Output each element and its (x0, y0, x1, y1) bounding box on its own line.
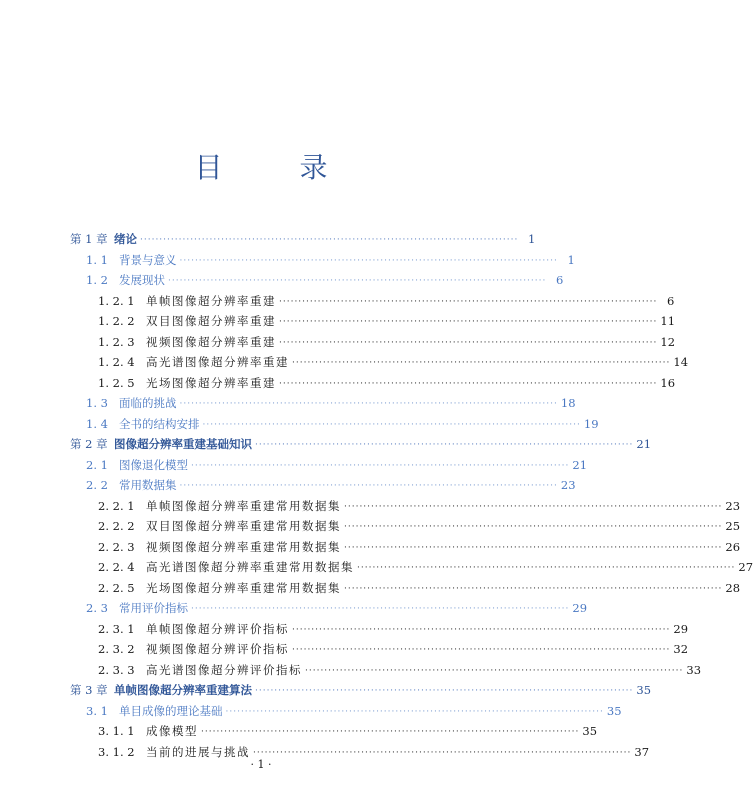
toc-entry-number: 1. 2. 4 (98, 355, 135, 369)
toc-entry-title: 当前的进展与挑战 (146, 744, 250, 759)
toc-entry-chapter[interactable] (70, 680, 652, 698)
toc-entry-section[interactable] (86, 475, 576, 493)
dot-leader: ·································································································· (292, 645, 671, 655)
toc-entry-page-number: 28 (725, 580, 741, 595)
toc-entry-title: 双目图像超分辨率重建 (146, 314, 276, 328)
toc-entry-page-number: 29 (673, 621, 689, 636)
dot-leader: ·································································································· (255, 440, 634, 450)
toc-entry-number: 1. 2. 3 (98, 334, 135, 349)
toc-entry-sub[interactable] (98, 496, 741, 514)
toc-entry-page-number: 6 (667, 293, 675, 308)
toc-entry-title: 面临的挑战 (119, 396, 177, 410)
dot-leader: ·································································································· (279, 296, 658, 307)
toc-entry-title: 图像超分辨率重建基础知识 (114, 437, 252, 451)
dot-leader: ·································································································· (140, 235, 519, 245)
toc-entry-number: 第 2 章 (70, 437, 108, 451)
toc-entry-section[interactable] (86, 250, 575, 268)
toc-entry-sub[interactable] (98, 373, 676, 391)
toc-entry-page-number: 19 (583, 416, 599, 431)
toc-entry-number: 2. 2. 4 (98, 560, 135, 574)
toc-entry-page-number: 14 (673, 355, 689, 369)
toc-entry-sub[interactable] (98, 557, 753, 575)
toc-entry-number: 2. 1 (86, 457, 108, 472)
toc-entry-title: 高光谱图像超分辨率重建常用数据集 (146, 560, 354, 574)
toc-entry-number: 2. 3. 3 (98, 662, 135, 677)
toc-entry-page-number: 29 (572, 601, 588, 615)
toc-entry-title: 成像模型 (146, 724, 198, 738)
toc-entry-title: 单帧图像超分辨率重建算法 (114, 683, 252, 697)
toc-entry-title: 光场图像超分辨率重建常用数据集 (146, 580, 341, 595)
toc-entry-title: 单目成像的理论基础 (119, 703, 223, 718)
toc-entry-number: 1. 4 (86, 416, 108, 431)
toc-entry-number: 第 1 章 (70, 232, 108, 246)
toc-entry-number: 2. 3. 1 (98, 621, 135, 636)
toc-entry-sub[interactable] (98, 721, 598, 739)
toc-entry-section[interactable] (86, 414, 599, 432)
toc-entry-number: 1. 3 (86, 396, 108, 410)
toc-entry-page-number: 35 (606, 703, 622, 718)
toc-entry-page-number: 37 (634, 744, 650, 759)
toc-entry-number: 3. 1 (86, 703, 108, 718)
toc-entry-page-number: 12 (660, 334, 676, 349)
toc-entry-page-number: 23 (560, 478, 576, 492)
dot-leader: ·································································································· (202, 419, 581, 430)
dot-leader: ·································································································· (305, 665, 684, 676)
toc-entry-number: 1. 2. 1 (98, 293, 135, 308)
toc-entry-number: 3. 1. 1 (98, 724, 135, 738)
dot-leader: ·································································································· (201, 727, 580, 737)
toc-entry-title: 图像退化模型 (119, 457, 188, 472)
toc-entry-page-number: 26 (725, 539, 741, 554)
toc-entry-number: 2. 2. 5 (98, 580, 135, 595)
toc-entry-section[interactable] (86, 270, 564, 288)
toc-entry-page-number: 33 (686, 662, 702, 677)
toc-entry-page-number: 27 (738, 560, 753, 574)
dot-leader: ·································································································· (357, 563, 736, 573)
toc-entry-page-number: 1 (528, 232, 536, 246)
toc-entry-page-number: 35 (636, 683, 652, 697)
toc-entry-page-number: 25 (725, 519, 741, 533)
toc-entry-sub[interactable] (98, 516, 741, 534)
dot-leader: ·································································································· (279, 378, 658, 389)
toc-entry-title: 双目图像超分辨率重建常用数据集 (146, 519, 341, 533)
toc-entry-title: 视频图像超分辨率重建 (146, 334, 276, 349)
toc-entry-number: 3. 1. 2 (98, 744, 135, 759)
dot-leader: ·································································································· (168, 276, 547, 286)
dot-leader: ·································································································· (225, 706, 604, 717)
dot-leader: ·································································································· (179, 255, 558, 266)
toc-entry-page-number: 35 (582, 724, 598, 738)
toc-entry-number: 1. 1 (86, 252, 108, 267)
dot-leader: ·································································································· (292, 624, 671, 635)
dot-leader: ·································································································· (344, 583, 723, 594)
toc-entry-title: 光场图像超分辨率重建 (146, 375, 276, 390)
toc-entry-title: 背景与意义 (119, 252, 177, 267)
toc-entry-page-number: 18 (560, 396, 576, 410)
toc-entry-number: 2. 2 (86, 478, 108, 492)
dot-leader: ·································································································· (191, 460, 570, 471)
toc-entry-sub[interactable] (98, 660, 702, 678)
toc-entry-title: 常用评价指标 (119, 601, 188, 615)
toc-entry-sub[interactable] (98, 291, 675, 309)
toc-entry-chapter[interactable] (70, 229, 536, 247)
dot-leader: ·································································································· (191, 604, 570, 614)
toc-entry-number: 1. 2. 2 (98, 314, 135, 328)
toc-entry-sub[interactable] (98, 332, 676, 350)
toc-entry-number: 2. 2. 3 (98, 539, 135, 554)
toc-entry-title: 单帧图像超分辨率重建常用数据集 (146, 498, 341, 513)
toc-entry-title: 单帧图像超分辨评价指标 (146, 621, 289, 636)
toc-entry-number: 2. 3. 2 (98, 642, 135, 656)
toc-entry-page-number: 1 (567, 252, 575, 267)
toc-entry-page-number: 11 (660, 314, 676, 328)
toc-entry-title: 单帧图像超分辨率重建 (146, 293, 276, 308)
toc-entry-sub[interactable] (98, 352, 689, 370)
toc-entry-title: 视频图像超分辨评价指标 (146, 642, 289, 656)
toc-entry-section[interactable] (86, 598, 588, 616)
toc-entry-sub[interactable] (98, 311, 676, 329)
dot-leader: ·································································································· (344, 501, 723, 512)
toc-entry-title: 常用数据集 (119, 478, 177, 492)
page-footer-number: · 1 · (250, 758, 272, 771)
dot-leader: ·································································································· (292, 358, 671, 368)
toc-entry-title: 高光谱图像超分辨评价指标 (146, 662, 302, 677)
toc-entry-title: 绪论 (114, 232, 137, 246)
page-title: 目 录 (194, 151, 362, 184)
toc-entry-page-number: 6 (556, 273, 564, 287)
toc-entry-section[interactable] (86, 393, 576, 411)
toc-entry-number: 2. 2. 2 (98, 519, 135, 533)
toc-entry-number: 第 3 章 (70, 683, 108, 697)
toc-entry-title: 高光谱图像超分辨率重建 (146, 355, 289, 369)
dot-leader: ·································································································· (279, 317, 658, 327)
toc-entry-title: 发展现状 (119, 273, 165, 287)
dot-leader: ·································································································· (253, 747, 632, 758)
toc-entry-number: 1. 2 (86, 273, 108, 287)
toc-entry-number: 1. 2. 5 (98, 375, 135, 390)
toc-entry-title: 全书的结构安排 (119, 416, 200, 431)
dot-leader: ·································································································· (255, 686, 634, 696)
toc-entry-sub[interactable] (98, 537, 741, 555)
toc-entry-page-number: 32 (673, 642, 689, 656)
toc-entry-sub[interactable] (98, 742, 650, 760)
dot-leader: ·································································································· (344, 542, 723, 553)
toc-entry-page-number: 23 (725, 498, 741, 513)
dot-leader: ·································································································· (179, 399, 558, 409)
toc-entry-page-number: 16 (660, 375, 676, 390)
toc-entry-title: 视频图像超分辨率重建常用数据集 (146, 539, 341, 554)
toc-entry-section[interactable] (86, 701, 622, 719)
dot-leader: ·································································································· (279, 337, 658, 348)
dot-leader: ·································································································· (344, 522, 723, 532)
toc-entry-section[interactable] (86, 455, 588, 473)
toc-entry-sub[interactable] (98, 639, 689, 657)
toc-entry-number: 2. 3 (86, 601, 108, 615)
toc-entry-sub[interactable] (98, 619, 689, 637)
toc-entry-sub[interactable] (98, 578, 741, 596)
toc-entry-number: 2. 2. 1 (98, 498, 135, 513)
toc-entry-page-number: 21 (636, 437, 652, 451)
toc-entry-chapter[interactable] (70, 434, 652, 452)
dot-leader: ·································································································· (179, 481, 558, 491)
toc-entry-page-number: 21 (572, 457, 588, 472)
